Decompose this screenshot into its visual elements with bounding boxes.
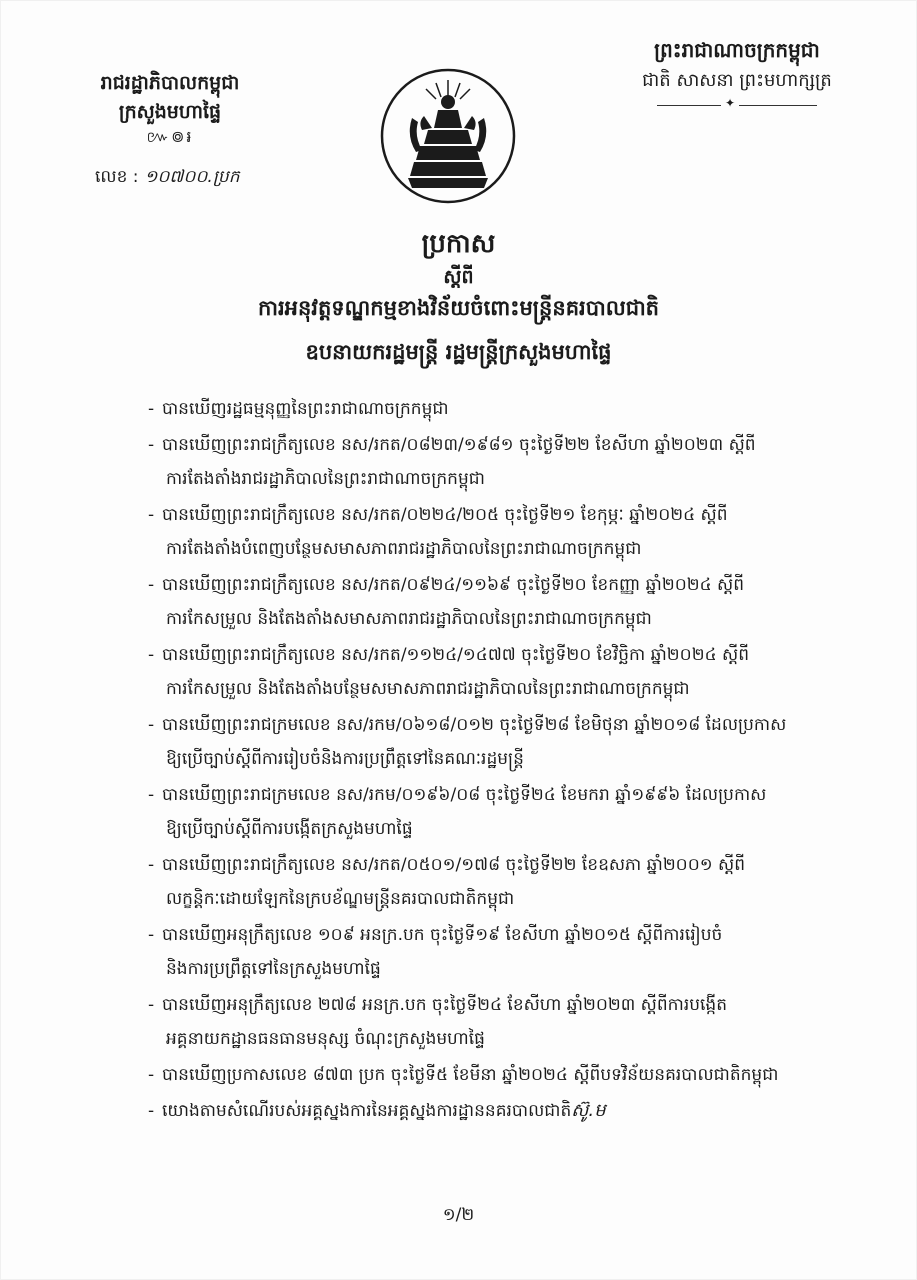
clause-item bbox=[148, 988, 868, 1056]
clause-item bbox=[148, 498, 868, 566]
government-name: រាជរដ្ឋាភិបាលកម្ពុជា bbox=[100, 72, 240, 94]
right-header bbox=[612, 34, 862, 110]
page-number: ១/២ bbox=[442, 1205, 475, 1225]
left-header bbox=[70, 68, 270, 148]
clause-item bbox=[148, 568, 868, 636]
reference-label: លេខ : bbox=[95, 167, 139, 187]
reference-value: ១០៧០០.ប្រក bbox=[144, 167, 240, 187]
clause-item bbox=[148, 778, 868, 846]
clause-continuation: លក្ខន្តិកៈដោយឡែកនៃក្របខ័ណ្ឌមន្ត្រីនគរបាលជាតិកម្ពុជា bbox=[166, 889, 515, 909]
clause-line: បានឃើញប្រកាសលេខ ៨៧៣ ប្រក ចុះថ្ងៃទី៥ ខែមីនា ឆ្នាំ២០២៤ ស្តីពីបទវិន័យនគរបាលជាតិកម្ពុជា bbox=[162, 1065, 779, 1085]
clause-continuation: ការតែងតាំងរាជរដ្ឋាភិបាលនៃព្រះរាជាណាចក្រកម្ពុជា bbox=[166, 469, 485, 489]
national-motto: ជាតិ សាសនា ព្រះមហាក្សត្រ bbox=[642, 70, 832, 91]
signature-initials: ស៊ូ.ម bbox=[571, 1100, 606, 1121]
clause-item bbox=[148, 708, 868, 776]
clause-item bbox=[148, 1058, 868, 1092]
clause-line: បានឃើញព្រះរាជក្រមលេខ នស/រកម/០១៩៦/០៨ ចុះថ្ងៃទី២៤ ខែមករា ឆ្នាំ១៩៩៦ ដែលប្រកាស bbox=[162, 785, 767, 805]
clause-list bbox=[148, 392, 868, 1130]
title-block bbox=[0, 226, 917, 368]
clause-line: យោងតាមសំណើរបស់អគ្គស្នងការនៃអគ្គស្នងការដ្ឋាននគរបាលជាតិ bbox=[162, 1101, 572, 1121]
ornament-glyph: ✦ bbox=[721, 96, 739, 110]
ornament-divider bbox=[657, 96, 817, 110]
kingdom-name: ព្រះរាជាណាចក្រកម្ពុជា bbox=[654, 38, 820, 62]
document-subject: ការអនុវត្តទណ្ឌកម្មខាងវិន័យចំពោះមន្ត្រីនគរបាលជាតិ bbox=[257, 296, 660, 320]
clause-line: បានឃើញព្រះរាជក្រឹត្យលេខ នស/រកត/០២២៤/២០៥ ចុះថ្ងៃទី២១ ខែកុម្ភៈ ឆ្នាំ២០២៤ ស្តីពី bbox=[162, 505, 728, 525]
clause-continuation: ការតែងតាំងបំពេញបន្ថែមសមាសភាពរាជរដ្ឋាភិបាលនៃព្រះរាជាណាចក្រកម្ពុជា bbox=[166, 539, 642, 559]
clause-line: បានឃើញរដ្ឋធម្មនុញ្ញនៃព្រះរាជាណាចក្រកម្ពុជា bbox=[162, 399, 449, 419]
clause-line: បានឃើញព្រះរាជក្រមលេខ នស/រកម/០៦១៨/០១២ ចុះថ្ងៃទី២៨ ខែមិថុនា ឆ្នាំ២០១៨ ដែលប្រកាស bbox=[162, 715, 787, 735]
clause-continuation: អគ្គនាយកដ្ឋានធនធានមនុស្ស ចំណុះក្រសួងមហាផ្ទៃ bbox=[166, 1029, 485, 1049]
clause-line: បានឃើញព្រះរាជក្រឹត្យលេខ នស/រកត/១១២៤/១៤៧៧ ចុះថ្ងៃទី២០ ខែវិច្ឆិកា ឆ្នាំ២០២៤ ស្តីពី bbox=[162, 645, 749, 665]
clause-line: បានឃើញអនុក្រឹត្យលេខ ១០៩ អនក្រ.បក ចុះថ្ងៃទី១៩ ខែសីហា ឆ្នាំ២០១៥ ស្តីពីការរៀបចំ bbox=[162, 925, 723, 945]
ornament-divider: ៚៙៛ bbox=[146, 127, 194, 146]
reference-number bbox=[95, 166, 240, 191]
signatory-title: ឧបនាយករដ្ឋមន្ត្រី រដ្ឋមន្ត្រីក្រសួងមហាផ្ទៃ bbox=[305, 340, 612, 364]
clause-item bbox=[148, 638, 868, 706]
clause-item bbox=[148, 918, 868, 986]
document-type: ប្រកាស bbox=[421, 229, 496, 259]
document-about: ស្តីពី bbox=[443, 266, 474, 288]
clause-line: បានឃើញព្រះរាជក្រឹត្យលេខ នស/រកត/០៥០១/១៧៨ ចុះថ្ងៃទី២២ ខែឧសភា ឆ្នាំ២០០១ ស្តីពី bbox=[162, 855, 746, 875]
clause-item bbox=[148, 848, 868, 916]
clause-continuation: ឱ្យប្រើច្បាប់ស្តីពីការបង្កើតក្រសួងមហាផ្ទៃ bbox=[166, 819, 413, 839]
ministry-name: ក្រសួងមហាផ្ទៃ bbox=[118, 101, 222, 123]
royal-emblem-icon bbox=[378, 66, 518, 206]
clause-continuation: ឱ្យប្រើច្បាប់ស្តីពីការរៀបចំនិងការប្រព្រឹត្តទៅនៃគណៈរដ្ឋមន្ត្រី bbox=[166, 749, 524, 769]
clause-item bbox=[148, 1094, 868, 1128]
clause-continuation: និងការប្រព្រឹត្តទៅនៃក្រសួងមហាផ្ទៃ bbox=[166, 959, 381, 979]
clause-line: បានឃើញអនុក្រឹត្យលេខ ២៧៨ អនក្រ.បក ចុះថ្ងៃទី២៤ ខែសីហា ឆ្នាំ២០២៣ ស្តីពីការបង្កើត bbox=[162, 995, 728, 1015]
clause-item bbox=[148, 392, 868, 426]
clause-continuation: ការកែសម្រួល និងតែងតាំងបន្ថែមសមាសភាពរាជរដ្ឋាភិបាលនៃព្រះរាជាណាចក្រកម្ពុជា bbox=[166, 679, 690, 699]
clause-continuation: ការកែសម្រួល និងតែងតាំងសមាសភាពរាជរដ្ឋាភិបាលនៃព្រះរាជាណាចក្រកម្ពុជា bbox=[166, 609, 652, 629]
clause-line: បានឃើញព្រះរាជក្រឹត្យលេខ នស/រកត/០៨២៣/១៩៨១ ចុះថ្ងៃទី២២ ខែសីហា ឆ្នាំ២០២៣ ស្តីពី bbox=[162, 435, 756, 455]
clause-line: បានឃើញព្រះរាជក្រឹត្យលេខ នស/រកត/០៩២៤/១១៦៩ ចុះថ្ងៃទី២០ ខែកញ្ញា ឆ្នាំ២០២៤ ស្តីពី bbox=[162, 575, 745, 595]
clause-item bbox=[148, 428, 868, 496]
